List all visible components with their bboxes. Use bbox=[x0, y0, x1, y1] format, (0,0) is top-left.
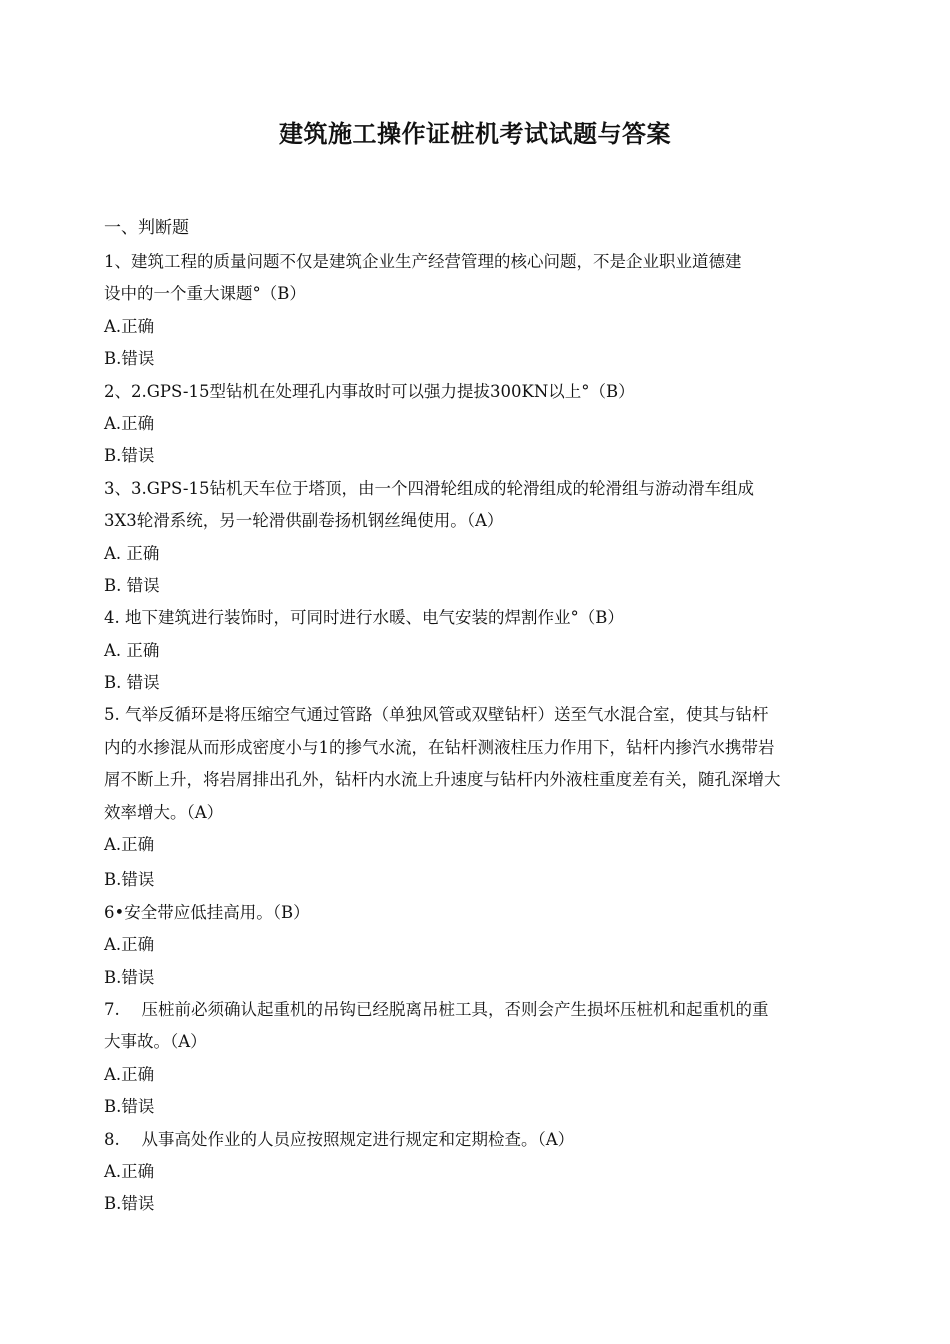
question-text-line: 6•安全带应低挂高用。（B） bbox=[104, 902, 310, 922]
option-a: A.正确 bbox=[104, 1161, 155, 1181]
option-b: B.错误 bbox=[104, 1194, 155, 1214]
question-text-line: 7. 压桩前必须确认起重机的吊钩已经脱离吊桩工具，否则会产生损坏压桩机和起重机的重 bbox=[104, 999, 769, 1019]
option-b: B.错误 bbox=[104, 870, 155, 890]
option-b: B.错误 bbox=[104, 349, 155, 369]
question-1 bbox=[104, 246, 850, 376]
question-text-line: 5. 气举反循环是将压缩空气通过管路（单独风管或双壁钻杆）送至气水混合室，使其与钻杆 bbox=[104, 705, 769, 725]
option-a: A.正确 bbox=[104, 316, 155, 336]
question-5 bbox=[104, 699, 850, 896]
option-b: B.错误 bbox=[104, 1097, 155, 1117]
option-b: B.错误 bbox=[104, 967, 155, 987]
question-text-line: 4. 地下建筑进行装饰时，可同时进行水暖、电气安装的焊割作业°（B） bbox=[104, 608, 624, 628]
option-a: A.正确 bbox=[104, 835, 155, 855]
question-text-line: 效率增大。（A） bbox=[104, 802, 224, 822]
document-body bbox=[104, 210, 850, 1221]
question-text-line: 1、建筑工程的质量问题不仅是建筑企业生产经营管理的核心问题，不是企业职业道德建 bbox=[104, 252, 742, 271]
question-6 bbox=[104, 897, 850, 994]
question-7 bbox=[104, 994, 850, 1124]
question-text-line: 大事故。（A） bbox=[104, 1032, 207, 1052]
question-text-line: 设中的一个重大课题°（B） bbox=[104, 284, 306, 304]
question-text-line: 屑不断上升，将岩屑排出孔外，钻杆内水流上升速度与钻杆内外液柱重度差有关，随孔深增大 bbox=[104, 770, 781, 790]
option-b: B. 错误 bbox=[104, 575, 160, 595]
question-text-line: 3X3轮滑系统，另一轮滑供副卷扬机钢丝绳使用。（A） bbox=[104, 511, 504, 531]
question-text-line: 8. 从事高处作业的人员应按照规定进行规定和定期检查。（A） bbox=[104, 1129, 575, 1149]
document-title: 建筑施工操作证桩机考试试题与答案 bbox=[279, 119, 671, 148]
option-a: A.正确 bbox=[104, 935, 155, 955]
question-text-line: 3、3.GPS-15钻机天车位于塔顶，由一个四滑轮组成的轮滑组成的轮滑组与游动滑车组成 bbox=[104, 478, 755, 498]
option-a: A. 正确 bbox=[104, 640, 160, 660]
option-a: A. 正确 bbox=[104, 543, 160, 563]
question-text-line: 内的水掺混从而形成密度小与1的掺气水流，在钻杆测液柱压力作用下，钻杆内掺汽水携带岩 bbox=[104, 737, 775, 757]
option-a: A.正确 bbox=[104, 1064, 155, 1084]
section-heading: 一、判断题 bbox=[104, 218, 189, 238]
question-4 bbox=[104, 602, 850, 699]
option-b: B.错误 bbox=[104, 446, 155, 466]
question-text-line: 2、2.GPS-15型钻机在处理孔内事故时可以强力提拔300KN以上°（B） bbox=[104, 381, 635, 401]
option-a: A.正确 bbox=[104, 413, 155, 433]
option-b: B. 错误 bbox=[104, 673, 160, 693]
question-8 bbox=[104, 1124, 850, 1221]
question-2 bbox=[104, 376, 850, 473]
question-3 bbox=[104, 473, 850, 603]
